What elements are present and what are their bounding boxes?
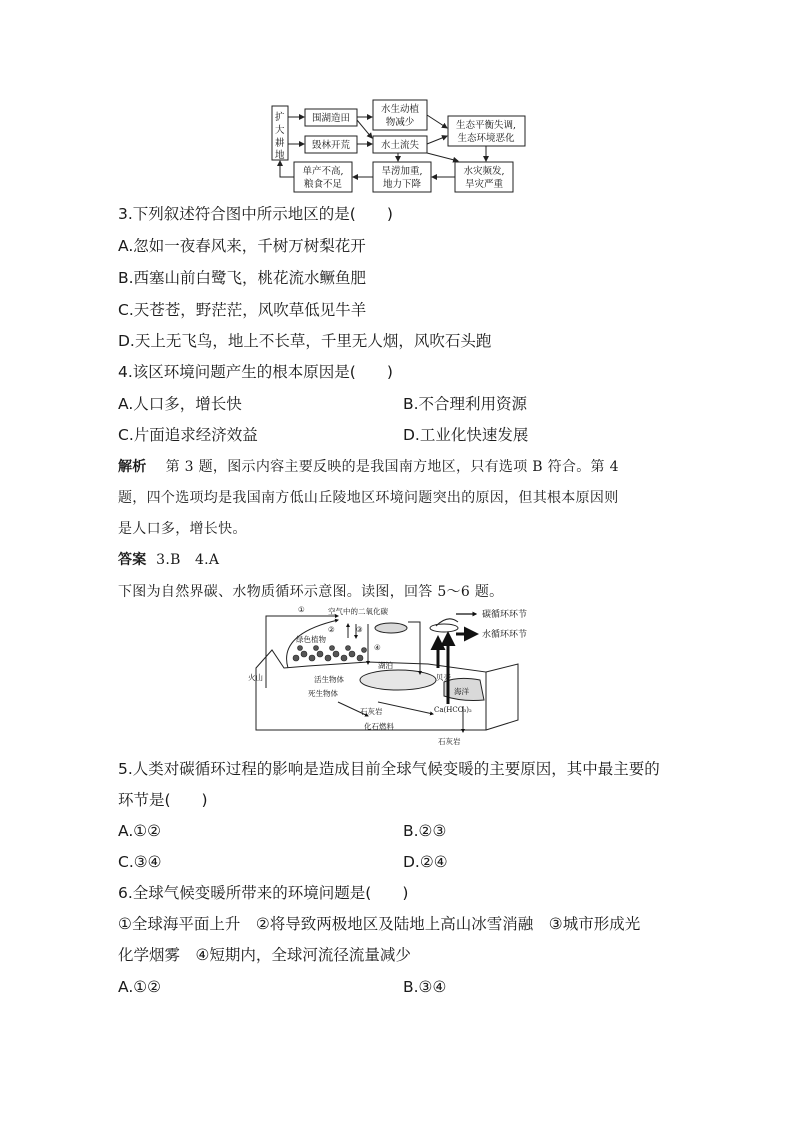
q6-items-1: ①全球海平面上升 ②将导致两极地区及陆地上高山冰雪消融 ③城市形成光: [118, 915, 641, 933]
answer-text: 3.B 4.A: [156, 552, 220, 568]
explanation-label: 解析: [118, 459, 147, 475]
q5-option-b[interactable]: B.②③: [403, 822, 447, 840]
flow-drought-1: 旱涝加重,: [381, 166, 423, 177]
diagram-co2: 空气中的二氧化碳: [328, 607, 388, 616]
diagram-lake: 湖泊: [378, 661, 393, 670]
flow-disaster-1: 水灾频发,: [463, 166, 505, 177]
diagram-volcano: 火山: [248, 673, 263, 682]
flow-imbalance-1: 生态平衡失调,: [455, 120, 517, 131]
diagram-ocean: 海洋: [454, 687, 469, 696]
diagram-label-4: ④: [374, 643, 381, 652]
q6-items-2: 化学烟雾 ④短期内，全球河流径流量减少: [118, 946, 411, 964]
diagram-label-3: ③: [356, 625, 363, 634]
q4-option-c[interactable]: C.片面追求经济效益: [118, 426, 258, 444]
flow-reclaim: 围湖造田: [311, 113, 351, 124]
flow-lowyield-1: 单产不高,: [302, 166, 344, 177]
explanation-line-3: 是人口多，增长快。: [118, 521, 247, 537]
q5-stem-1: 5.人类对碳循环过程的影响是造成目前全球气候变暖的主要原因，其中最主要的: [118, 760, 660, 778]
flow-expand-3: 耕: [275, 138, 285, 149]
q4-option-a[interactable]: A.人口多，增长快: [118, 395, 242, 413]
answer-line: [118, 550, 219, 570]
q5-option-d[interactable]: D.②④: [403, 853, 448, 871]
q6-option-b[interactable]: B.③④: [403, 978, 447, 996]
flow-aquatic-1: 水生动植: [380, 104, 420, 115]
flow-expand-2: 大: [275, 125, 285, 136]
flow-erosion: 水土流失: [380, 140, 420, 151]
q5-stem-2: 环节是( ): [118, 791, 208, 809]
flow-lowyield-2: 粮食不足: [303, 179, 343, 190]
diagram-dead: 死生物体: [308, 689, 338, 698]
flow-imbalance-2: 生态环境恶化: [457, 133, 515, 144]
diagram-label-1: ①: [298, 605, 305, 614]
q4-option-b[interactable]: B.不合理利用资源: [403, 395, 528, 413]
diagram-fossil: 化石燃料: [364, 722, 394, 731]
flow-disaster-2: 旱灾严重: [464, 179, 504, 190]
q3-option-c[interactable]: C.天苍苍，野茫茫，风吹草低见牛羊: [118, 301, 367, 319]
intro-text: 下图为自然界碳、水物质循环示意图。读图，回答 5～6 题。: [118, 584, 504, 600]
flowchart-diagram: [268, 98, 530, 194]
q3-option-a[interactable]: A.忽如一夜春风来，千树万树梨花开: [118, 237, 366, 255]
answer-label: 答案: [118, 552, 147, 568]
explanation-text-1: 第 3 题，图示内容主要反映的是我国南方地区，只有选项 B 符合。第 4: [165, 459, 619, 475]
diagram-label-2: ②: [328, 625, 335, 634]
q5-option-c[interactable]: C.③④: [118, 853, 162, 871]
diagram-lime-2: 石灰岩: [438, 737, 461, 746]
explanation-line-1: [118, 457, 619, 477]
q6-option-a[interactable]: A.①②: [118, 978, 162, 996]
q4-stem: 4.该区环境问题产生的根本原因是( ): [118, 363, 393, 381]
diagram-shell: 贝壳: [436, 673, 451, 682]
flow-drought-2: 地力下降: [382, 179, 422, 190]
carbon-water-cycle-diagram: [248, 604, 548, 752]
diagram-lime-1: 石灰岩: [360, 707, 383, 716]
explanation-line-2: 题，四个选项均是我国南方低山丘陵地区环境问题突出的原因，但其根本原因则: [118, 490, 619, 506]
flow-expand-1: 扩: [275, 112, 285, 123]
diagram-green: 绿色植物: [296, 635, 326, 644]
q6-stem: 6.全球气候变暖所带来的环境问题是( ): [118, 884, 409, 902]
diagram-living: 活生物体: [314, 675, 344, 684]
legend-water: 水循环环节: [482, 630, 528, 640]
flow-expand-4: 地: [275, 150, 285, 161]
diagram-ca: Ca(HCO₃)₂: [434, 706, 472, 714]
q3-option-d[interactable]: D.天上无飞鸟，地上不长草，千里无人烟，风吹石头跑: [118, 332, 492, 350]
legend-carbon: 碳循环环节: [482, 610, 528, 620]
q3-option-b[interactable]: B.西塞山前白鹭飞，桃花流水鳜鱼肥: [118, 269, 367, 287]
flow-aquatic-2: 物减少: [385, 117, 415, 128]
flow-deforest: 毁林开荒: [311, 140, 351, 151]
q3-stem: 3.下列叙述符合图中所示地区的是( ): [118, 205, 393, 223]
q5-option-a[interactable]: A.①②: [118, 822, 162, 840]
q4-option-d[interactable]: D.工业化快速发展: [403, 426, 529, 444]
